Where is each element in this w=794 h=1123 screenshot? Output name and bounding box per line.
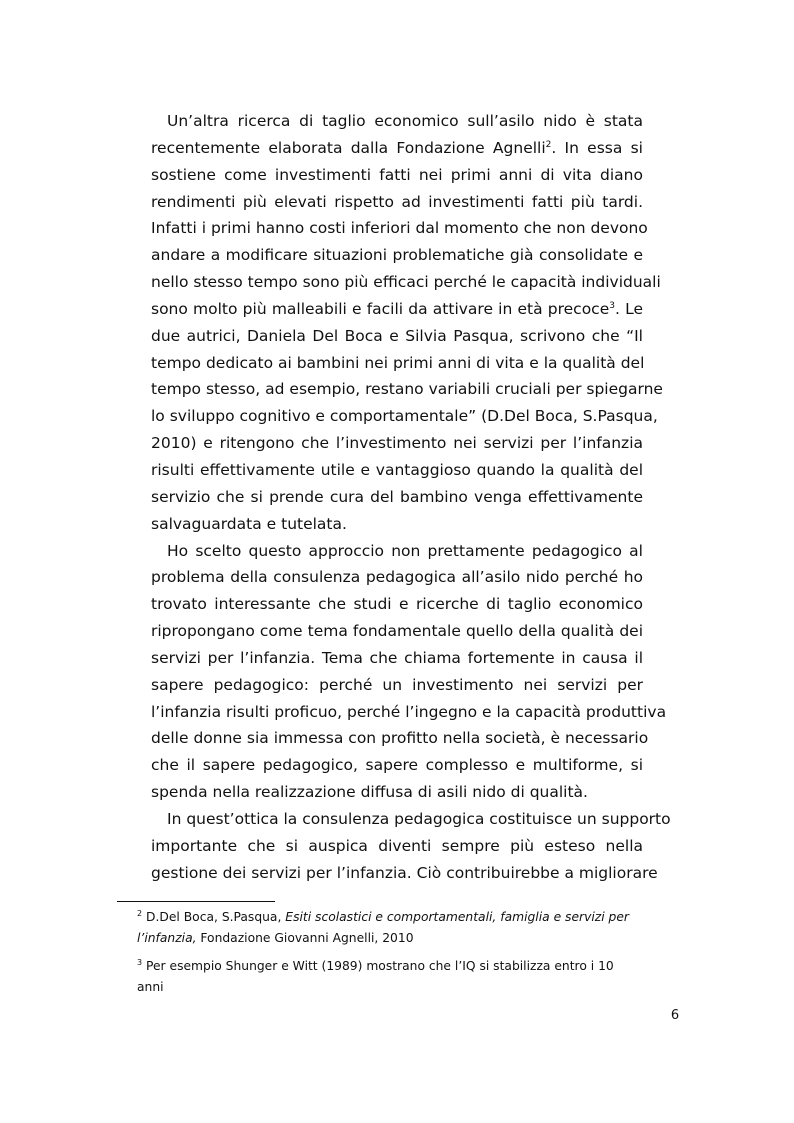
- body-line: sono molto più malleabili e facili da attivare in età precoce$^3$. Le: [151, 299, 643, 318]
- footnote-reference: 3: [609, 300, 615, 311]
- body-line: trovato interessante che studi e ricerche di taglio economico: [151, 595, 643, 614]
- body-line: gestione dei servizi per l’infanzia. Ciò contribuirebbe a migliorare: [151, 863, 658, 882]
- footnote-3-line-1: $^3$ Per esempio Shunger e Witt (1989) mostrano che l’IQ si stabilizza entro i 10: [137, 957, 614, 973]
- footnote-2-number: 2: [137, 908, 143, 918]
- body-line: In quest’ottica la consulenza pedagogica costituisce un supporto: [167, 809, 671, 828]
- body-line: risulti effettivamente utile e vantaggioso quando la qualità del: [151, 460, 643, 479]
- body-line: importante che si auspica diventi sempre più esteso nella: [151, 836, 643, 855]
- body-line: servizio che si prende cura del bambino venga effettivamente: [151, 487, 643, 506]
- body-text: [151, 108, 671, 886]
- footnote-2-title: Esiti scolastici e comportamentali, famiglia e servizi per: [285, 910, 629, 924]
- body-line: ripropongano come tema fondamentale quello della qualità dei: [151, 622, 643, 641]
- body-line: delle donne sia immessa con profitto nella società, è necessario: [151, 729, 649, 748]
- footnote-separator: [117, 901, 275, 902]
- body-line: Ho scelto questo approccio non prettamente pedagogico al: [167, 541, 643, 560]
- footnote-3: [137, 956, 637, 998]
- body-line: rendimenti più elevati rispetto ad investimenti fatti più tardi.: [151, 192, 643, 211]
- body-line: problema della consulenza pedagogica all’asilo nido perché ho: [151, 568, 643, 587]
- footnote-3-number: 3: [137, 957, 143, 967]
- body-line: tempo stesso, ad esempio, restano variabili cruciali per spiegarne: [151, 380, 663, 399]
- footnote-reference: 2: [545, 139, 552, 150]
- body-line: che il sapere pedagogico, sapere complesso e multiforme, si: [151, 756, 643, 775]
- body-line: salvaguardata e tutelata.: [151, 514, 347, 533]
- body-line: tempo dedicato ai bambini nei primi anni di vita e la qualità del: [151, 353, 645, 372]
- body-line: l’infanzia risulti proficuo, perché l’ingegno e la capacità produttiva: [151, 702, 667, 721]
- body-line: servizi per l’infanzia. Tema che chiama fortemente in causa il: [151, 648, 643, 667]
- body-line: recentemente elaborata dalla Fondazione Agnelli$^2$. In essa si: [151, 138, 643, 157]
- footnote-2-line-1: $^2$ D.Del Boca, S.Pasqua, Esiti scolastici e comportamentali, famiglia e servizi per: [137, 908, 629, 924]
- body-line: spenda nella realizzazione diffusa di asili nido di qualità.: [151, 783, 588, 802]
- footnote-3-line-2: anni: [137, 980, 164, 994]
- body-line: andare a modificare situazioni problematiche già consolidate e: [151, 246, 643, 265]
- footnote-2-line-2: l’infanzia, Fondazione Giovanni Agnelli, 2010: [137, 931, 414, 945]
- body-line: sostiene come investimenti fatti nei primi anni di vita diano: [151, 165, 643, 184]
- body-line: sapere pedagogico: perché un investimento nei servizi per: [151, 675, 643, 694]
- body-line: nello stesso tempo sono più efficaci perché le capacità individuali: [151, 273, 661, 292]
- body-line: Un’altra ricerca di taglio economico sull’asilo nido è stata: [167, 112, 643, 130]
- body-line: lo sviluppo cognitivo e comportamentale” (D.Del Boca, S.Pasqua,: [151, 407, 658, 426]
- page-number: 6: [670, 1008, 680, 1023]
- footnote-2: [137, 907, 637, 949]
- body-line: due autrici, Daniela Del Boca e Silvia Pasqua, scrivono che “Il: [151, 326, 643, 345]
- body-line: 2010) e ritengono che l’investimento nei servizi per l’infanzia: [151, 434, 643, 453]
- body-line: Infatti i primi hanno costi inferiori dal momento che non devono: [151, 219, 648, 238]
